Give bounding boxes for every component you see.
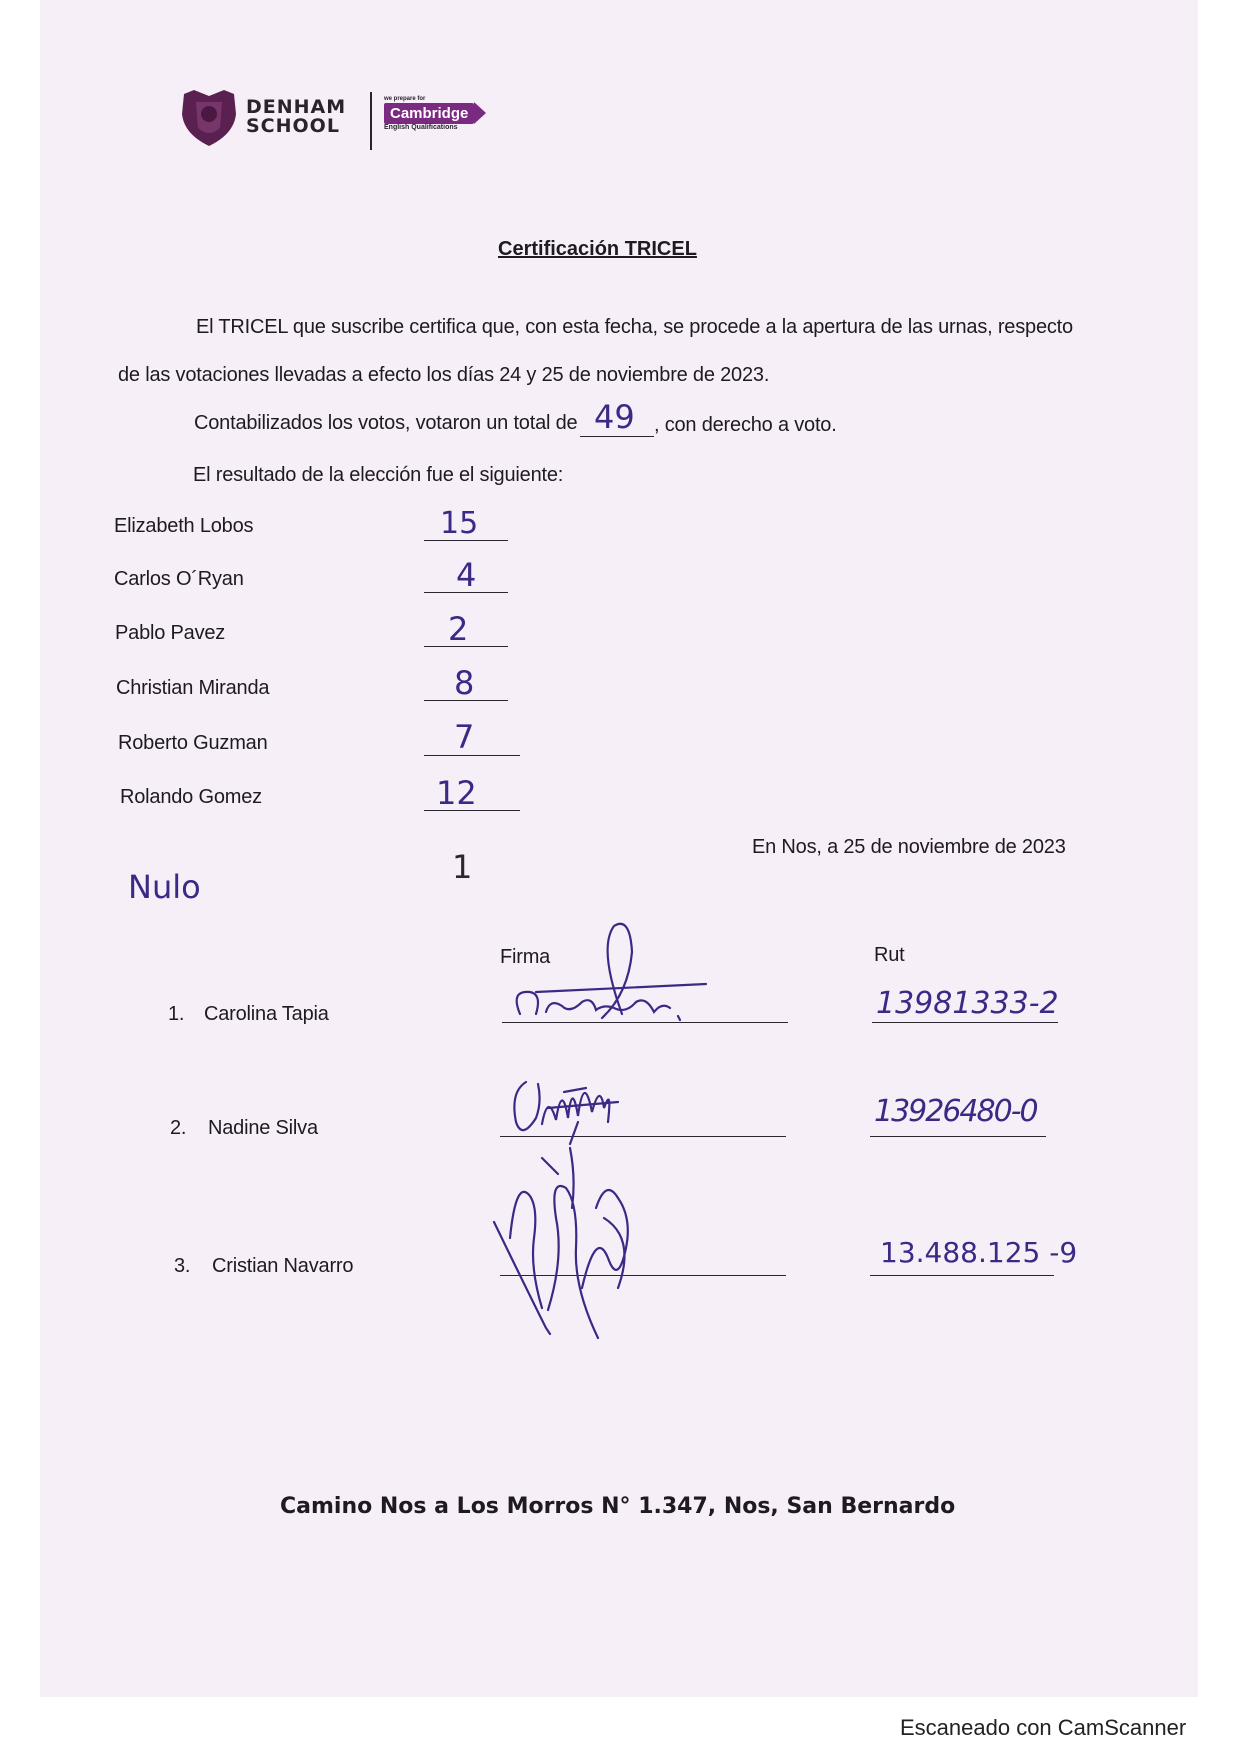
rut-line <box>872 1022 1058 1023</box>
rut-line <box>870 1275 1054 1276</box>
school-name <box>246 98 346 136</box>
scanner-watermark: Escaneado con CamScanner <box>900 1715 1187 1740</box>
candidate-name: Rolando Gomez <box>120 786 262 808</box>
candidate-votes: 15 <box>440 506 479 541</box>
candidate-votes: 12 <box>436 774 477 812</box>
candidate-votes: 2 <box>448 610 469 648</box>
school-name-line2: SCHOOL <box>246 115 340 137</box>
logo-divider <box>370 92 372 150</box>
firma-header: Firma <box>500 946 551 968</box>
total-votes-line <box>580 436 654 437</box>
signature-nadine <box>508 1062 628 1148</box>
member-name: Cristian Navarro <box>212 1255 354 1277</box>
member-rut: 13926480-0 <box>874 1094 1037 1129</box>
total-votes-sentence <box>194 412 577 435</box>
member-name: Carolina Tapia <box>204 1003 329 1025</box>
null-votes-label: Nulo <box>128 868 201 906</box>
intro-line-2: de las votaciones llevadas a efecto los días 24 y 25 de noviembre de 2023. <box>118 364 770 386</box>
school-crest-logo <box>176 88 242 148</box>
candidate-name: Carlos O´Ryan <box>114 568 244 590</box>
total-votes-suffix: , con derecho a voto. <box>654 414 837 436</box>
rut-line <box>870 1136 1046 1137</box>
member-number: 1. <box>168 1003 185 1025</box>
member-rut: 13.488.125 -9 <box>880 1236 1078 1269</box>
member-rut: 13981333-2 <box>876 986 1059 1021</box>
intro-line-1: El TRICEL que suscribe certifica que, con esta fecha, se procede a la apertura de las urnas, respecto <box>196 316 1073 338</box>
cambridge-logo <box>384 96 486 131</box>
place-date: En Nos, a 25 de noviembre de 2023 <box>752 836 1066 858</box>
cambridge-arrow-icon <box>474 102 486 124</box>
candidate-name: Elizabeth Lobos <box>114 515 254 537</box>
signature-cristian <box>486 1138 666 1342</box>
cambridge-sub-text: English Qualifications <box>384 124 458 131</box>
member-number: 3. <box>174 1255 191 1277</box>
school-address: Camino Nos a Los Morros N° 1.347, Nos, San Bernardo <box>280 1494 956 1519</box>
candidate-votes: 8 <box>454 664 475 702</box>
candidate-votes: 4 <box>456 556 477 594</box>
page-title: Certificación TRICEL <box>498 238 697 260</box>
candidate-name: Roberto Guzman <box>118 732 268 754</box>
results-intro: El resultado de la elección fue el siguiente: <box>193 464 564 486</box>
total-votes-prefix: Contabilizados los votos, votaron un total de <box>194 412 578 434</box>
rut-header: Rut <box>874 944 905 966</box>
member-number: 2. <box>170 1117 187 1139</box>
total-votes-handwritten: 49 <box>594 398 635 436</box>
candidate-votes: 7 <box>454 718 475 756</box>
signature-carolina <box>506 918 716 1030</box>
school-name-line1: DENHAM <box>246 96 347 118</box>
cambridge-small-text: we prepare for <box>384 96 426 102</box>
candidate-name: Pablo Pavez <box>115 622 226 644</box>
member-name: Nadine Silva <box>208 1117 318 1139</box>
candidate-name: Christian Miranda <box>116 677 270 699</box>
null-votes-count: 1 <box>452 848 473 886</box>
cambridge-brand: Cambridge <box>384 103 474 124</box>
